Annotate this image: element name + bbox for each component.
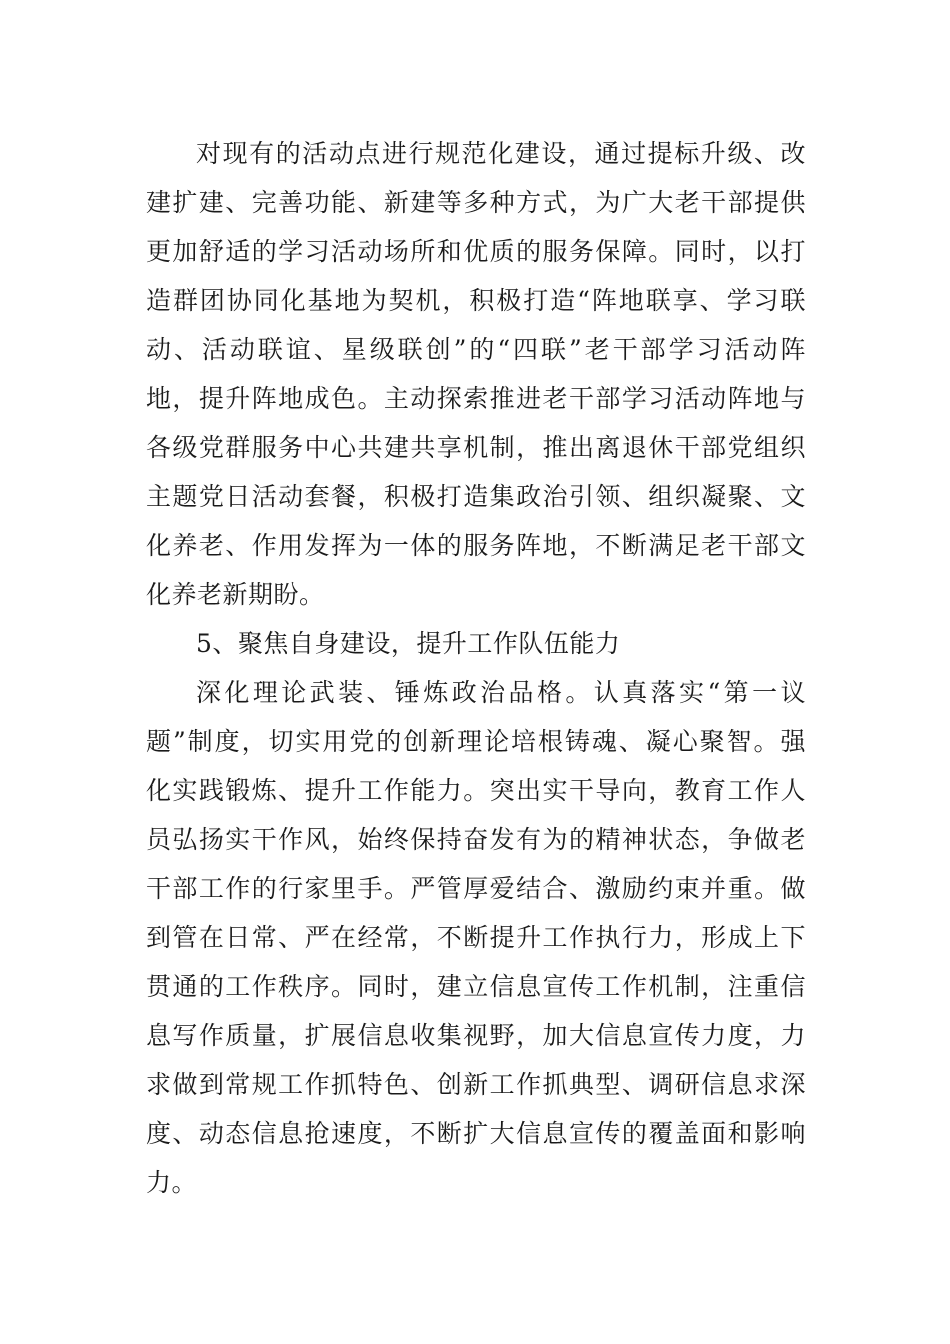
text-line: 息写作质量，扩展信息收集视野，加大信息宣传力度，力 [146,1021,806,1050]
text-line: 题”制度，切实用党的创新理论培根铸魂、凝心聚智。强 [146,727,806,756]
text-line: 求做到常规工作抓特色、创新工作抓典型、调研信息求深 [146,1070,806,1099]
text-line: 干部工作的行家里手。严管厚爱结合、激励约束并重。做 [146,874,806,903]
text-line: 地，提升阵地成色。主动探索推进老干部学习活动阵地与 [146,384,806,413]
text-line: 力。 [146,1168,198,1197]
text-line: 贯通的工作秩序。同时，建立信息宣传工作机制，注重信 [146,972,806,1001]
text-line: 化养老新期盼。 [146,580,325,609]
text-line: 到管在日常、严在经常，不断提升工作执行力，形成上下 [146,923,806,952]
text-line: 主题党日活动套餐，积极打造集政治引领、组织凝聚、文 [146,482,806,511]
text-line: 化养老、作用发挥为一体的服务阵地，不断满足老干部文 [146,531,806,560]
text-line: 度、动态信息抢速度，不断扩大信息宣传的覆盖面和影响 [146,1119,806,1148]
text-line: 更加舒适的学习活动场所和优质的服务保障。同时，以打 [146,237,806,266]
text-line: 对现有的活动点进行规范化建设，通过提标升级、改 [196,139,806,168]
text-line: 动、活动联谊、星级联创”的“四联”老干部学习活动阵 [146,335,806,364]
text-line: 员弘扬实干作风，始终保持奋发有为的精神状态，争做老 [146,825,806,854]
text-line: 各级党群服务中心共建共享机制，推出离退休干部党组织 [146,433,806,462]
text-line: 造群团协同化基地为契机，积极打造“阵地联享、学习联 [146,286,806,315]
text-line: 深化理论武装、锤炼政治品格。认真落实“第一议 [196,678,806,707]
section-heading: 5、聚焦自身建设，提升工作队伍能力 [196,629,621,658]
text-line: 化实践锻炼、提升工作能力。突出实干导向，教育工作人 [146,776,806,805]
text-line: 建扩建、完善功能、新建等多种方式，为广大老干部提供 [146,188,806,217]
